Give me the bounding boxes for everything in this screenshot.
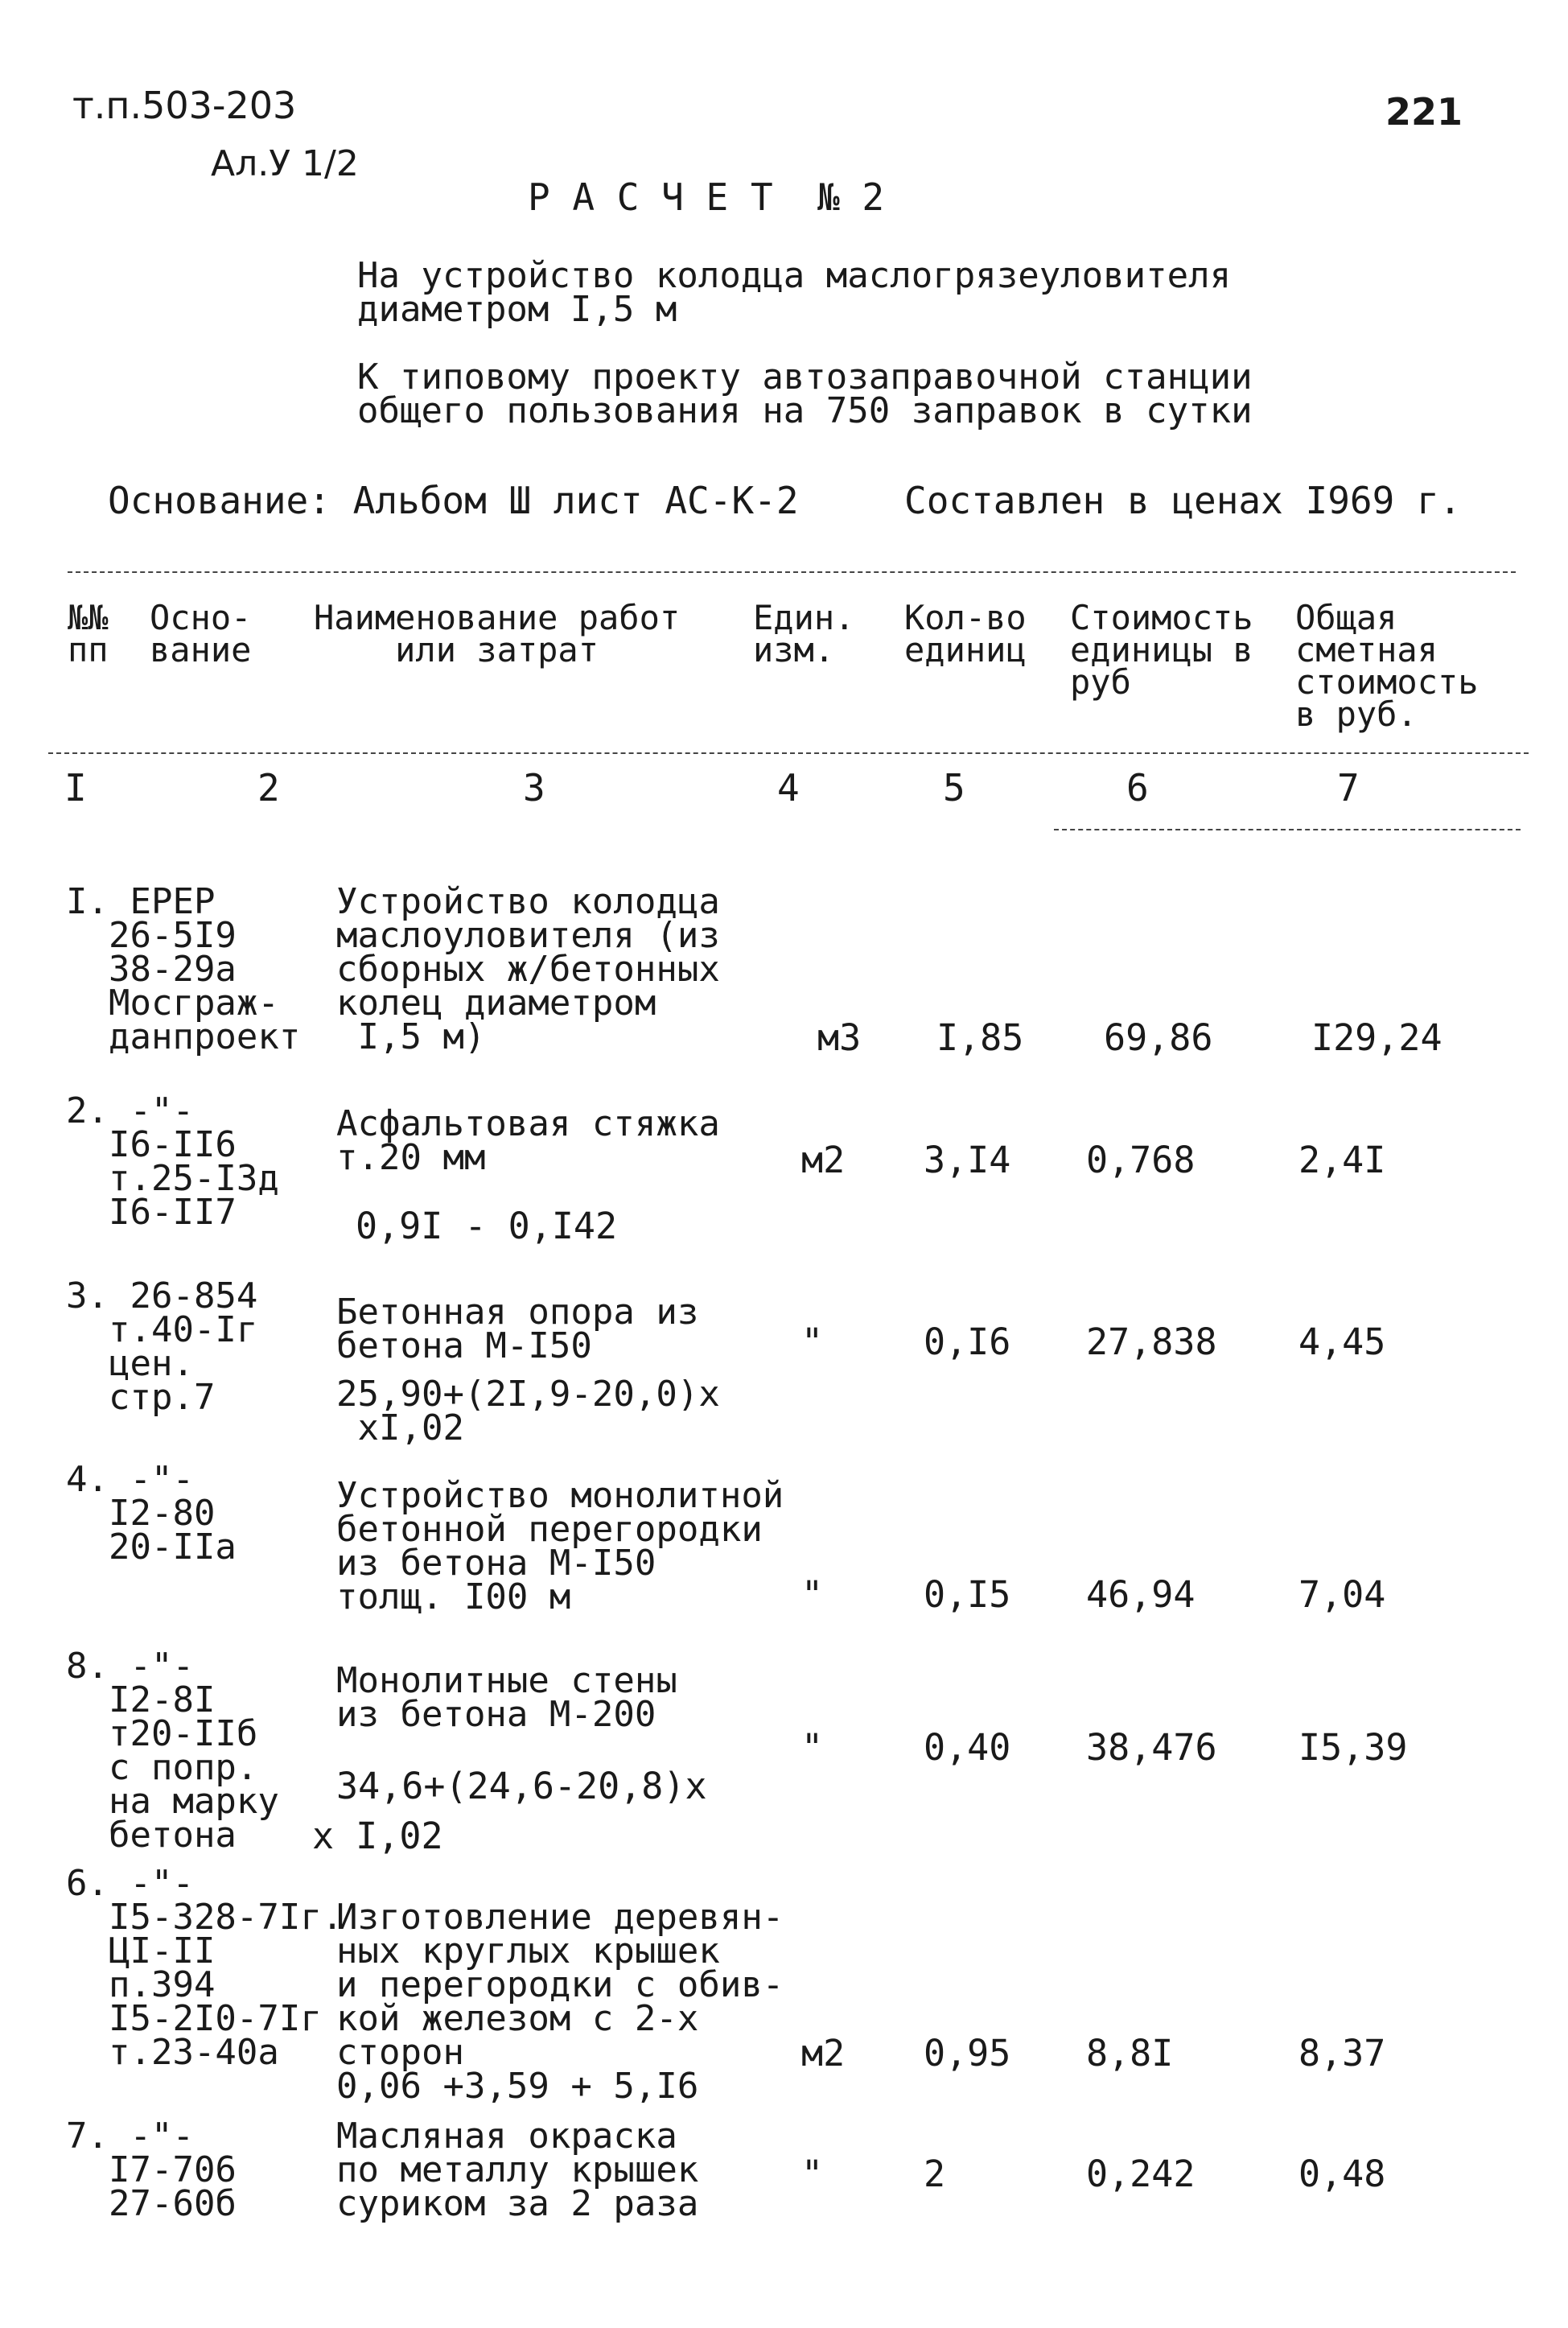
row-5-price: 38,476 — [1086, 1726, 1217, 1769]
row-4-unit: " — [801, 1573, 824, 1616]
row-7-unit: " — [801, 2153, 824, 2195]
header-basis: Осно- вание — [150, 598, 252, 670]
row-3-qty: 0,I6 — [924, 1321, 1011, 1363]
row-5-calc-2: x I,02 — [312, 1815, 443, 1857]
row-3-basis: 3. 26-854 т.40-Iг цен. стр.7 — [66, 1275, 258, 1418]
row-3-unit: " — [801, 1321, 824, 1363]
row-3-price: 27,838 — [1086, 1321, 1217, 1363]
row-1-basis: I. ЕРЕР 26-5I9 38-29а Мосграж- данпроект — [66, 881, 301, 1057]
column-number-2: 2 — [257, 766, 280, 810]
table-top-rule — [68, 571, 1516, 573]
row-6-qty: 0,95 — [924, 2032, 1011, 2075]
row-5-basis: 8. -"- I2-8I т20-IIб с попр. на марку бетона — [66, 1646, 279, 1856]
row-2-calc: 0,9I - 0,I42 — [356, 1205, 618, 1247]
column-number-7: 7 — [1337, 766, 1360, 810]
subtitle-project: К типовому проекту автозаправочной станции общего пользования на 750 заправок в сутки — [357, 356, 1253, 431]
row-6-name: Изготовление деревян- ных круглых крышек и перегородки с обив- кой железом с 2-х сторон 0,06 +3,59 + 5,I6 — [336, 1897, 784, 2107]
row-1-total: I29,24 — [1311, 1016, 1442, 1059]
prices-line: Составлен в ценах I969 г. — [904, 479, 1462, 522]
row-5-unit: " — [801, 1726, 824, 1769]
row-4-basis: 4. -"- I2-80 20-IIа — [66, 1459, 237, 1568]
row-4-total: 7,04 — [1298, 1573, 1386, 1616]
column-number-1: I — [64, 766, 87, 810]
document-code: т.п.503-203 — [72, 84, 297, 127]
row-7-basis: 7. -"- I7-706 27-60б — [66, 2116, 237, 2224]
album-reference: Ал.У 1/2 — [211, 143, 359, 184]
row-7-name: Масляная окраска по металлу крышек суриком за 2 раза — [336, 2116, 699, 2224]
row-5-qty: 0,40 — [924, 1726, 1011, 1769]
page-number: 221 — [1385, 90, 1463, 134]
column-numbers-rule — [1054, 829, 1521, 830]
row-5-calc: 34,6+(24,6-20,8)x — [336, 1765, 707, 1807]
header-unit-cost: Стоимость единицы в руб — [1070, 598, 1253, 702]
header-quantity: Кол-во единиц — [904, 598, 1027, 670]
row-1-qty: I,85 — [936, 1016, 1024, 1059]
row-2-unit: м2 — [801, 1139, 846, 1181]
row-4-qty: 0,I5 — [924, 1573, 1011, 1616]
row-5-total: I5,39 — [1298, 1726, 1408, 1769]
row-7-total: 0,48 — [1298, 2153, 1386, 2195]
column-number-3: 3 — [523, 766, 545, 810]
row-6-price: 8,8I — [1086, 2032, 1174, 2075]
row-1-unit: м3 — [817, 1016, 862, 1059]
row-6-basis: 6. -"- I5-328-7Iг. ЦI-II п.394 I5-2I0-7Iг т.23-40а — [66, 1863, 344, 2073]
row-3-calc: 25,90+(2I,9-20,0)x xI,02 — [336, 1374, 720, 1448]
row-6-unit: м2 — [801, 2032, 846, 2075]
row-7-price: 0,242 — [1086, 2153, 1196, 2195]
header-row-number: №№ пп — [68, 598, 109, 670]
row-2-basis: 2. -"- I6-II6 т.25-I3д I6-II7 — [66, 1090, 279, 1233]
row-2-price: 0,768 — [1086, 1139, 1196, 1181]
header-unit: Един. изм. — [753, 598, 855, 670]
column-number-6: 6 — [1126, 766, 1149, 810]
row-4-price: 46,94 — [1086, 1573, 1196, 1616]
row-6-total: 8,37 — [1298, 2032, 1386, 2075]
basis-line: Основание: Альбом Ш лист АС-К-2 — [108, 479, 799, 522]
subtitle-purpose: На устройство колодца маслогрязеуловителя диаметром I,5 м — [357, 255, 1232, 330]
row-7-qty: 2 — [924, 2153, 946, 2195]
header-bottom-rule — [48, 752, 1529, 754]
row-2-qty: 3,I4 — [924, 1139, 1011, 1181]
header-total-cost: Общая сметная стоимость в руб. — [1295, 598, 1479, 734]
row-2-name: Асфальтовая стяжка т.20 мм — [336, 1103, 720, 1178]
row-1-name: Устройство колодца маслоуловителя (из сборных ж/бетонных колец диаметром I,5 м) — [336, 881, 720, 1057]
document-title: Р А С Ч Е Т № 2 — [528, 175, 885, 219]
row-4-name: Устройство монолитной бетонной перегородки из бетона М-I50 толщ. I00 м — [336, 1475, 784, 1617]
row-5-name: Монолитные стены из бетона М-200 — [336, 1660, 677, 1735]
header-work-name: Наименование работ или затрат — [314, 598, 681, 670]
row-1-price: 69,86 — [1104, 1016, 1213, 1059]
column-number-5: 5 — [943, 766, 965, 810]
row-3-total: 4,45 — [1298, 1321, 1386, 1363]
row-2-total: 2,4I — [1298, 1139, 1386, 1181]
row-3-name: Бетонная опора из бетона М-I50 — [336, 1292, 699, 1366]
column-number-4: 4 — [777, 766, 800, 810]
